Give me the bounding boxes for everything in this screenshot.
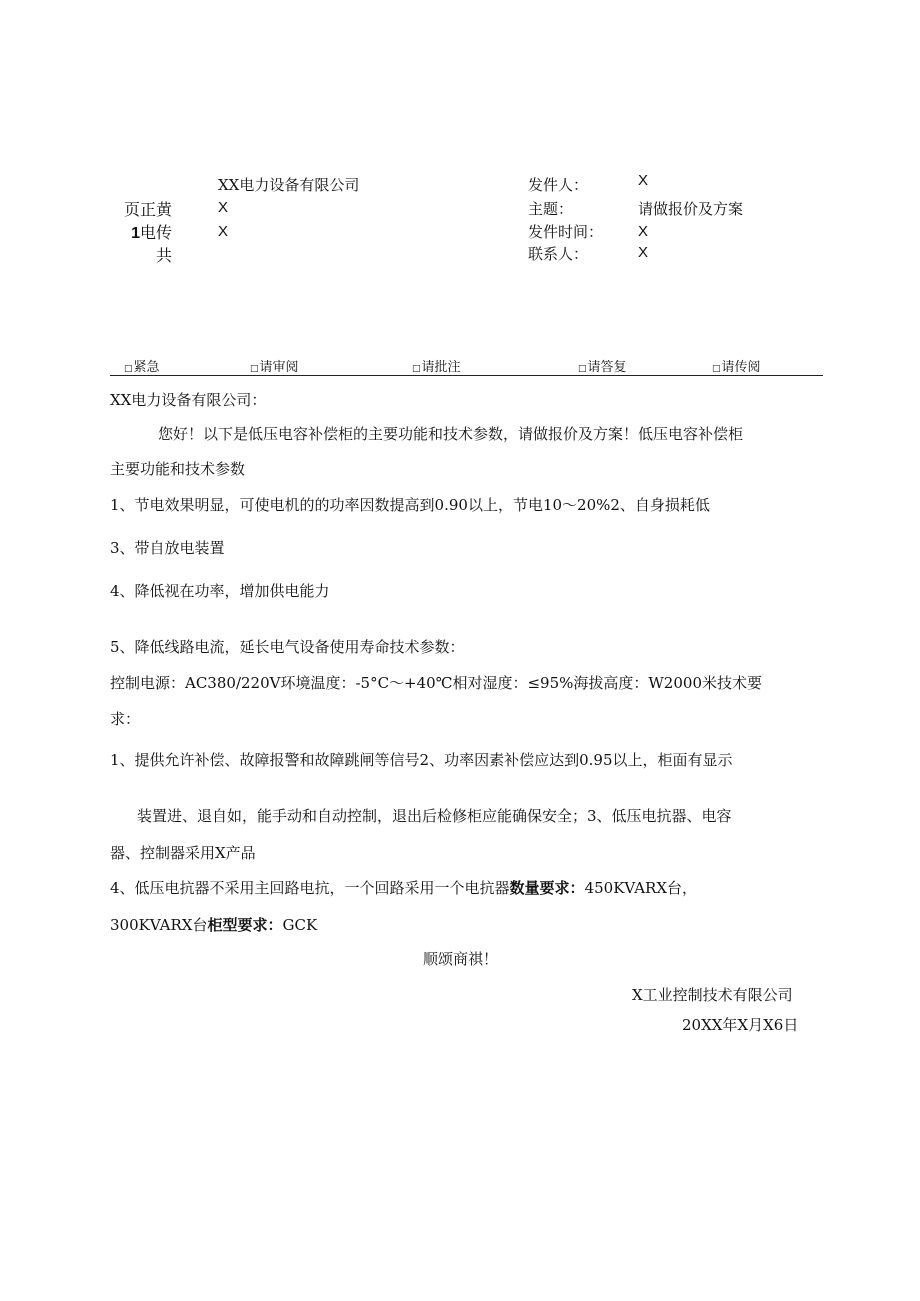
intro-line-2: 主要功能和技术参数 (110, 460, 246, 478)
requirement-2: 装置进、退自如，能手动和自动控制，退出后检修柜应能确保安全；3、低压电抗器、电容 (137, 807, 732, 825)
field-time-value: X (638, 223, 649, 240)
salutation: XX电力设备有限公司： (110, 391, 267, 409)
side-label-2: 电传 (139, 223, 172, 242)
option-review[interactable]: □请审阅 (250, 360, 299, 375)
item-4: 4、降低视在功率，增加供电能力 (110, 582, 330, 600)
field-subject-label: 主题： (528, 200, 574, 218)
option-reply[interactable]: □请答复 (578, 360, 627, 375)
side-label-2-row (92, 220, 172, 243)
item-5: 5、降低线路电流，延长电气设备使用寿命技术参数： (110, 638, 465, 656)
checkbox-icon: □ (578, 364, 587, 374)
item-1: 1、节电效果明显，可使电机的的功率因数提高到0.90以上，节电10～20%2、自身损耗低 (110, 496, 710, 514)
left-value-1: X (218, 199, 229, 216)
checkbox-icon: □ (250, 364, 259, 374)
divider (110, 375, 823, 376)
checkbox-icon: □ (412, 364, 421, 374)
requirement-5: 300KVARX台柜型要求：GCK (110, 916, 318, 934)
closing: 顺颂商祺！ (423, 950, 499, 968)
option-comment[interactable]: □请批注 (412, 360, 461, 375)
signature: X工业控制技术有限公司 (632, 986, 793, 1004)
checkbox-icon: □ (712, 364, 721, 374)
field-sender-label: 发件人： (528, 176, 589, 194)
params-line-1: 控制电源：AC380/220V环境温度：-5°C～+40℃相对湿度：≤95%海拔高度：W2000米技术要 (110, 674, 762, 692)
requirement-4: 4、低压电抗器不采用主回路电抗，一个回路采用一个电抗器数量要求：450KVARX台， (110, 879, 698, 897)
requirement-1: 1、提供允许补偿、故障报警和故障跳闸等信号2、功率因素补偿应达到0.95以上，柜面有显示 (110, 751, 733, 769)
date: 20XX年X月X6日 (682, 1016, 799, 1034)
field-contact-label: 联系人： (528, 245, 589, 263)
quantity-label: 数量要求： (509, 879, 585, 897)
left-value-2: X (218, 223, 229, 240)
field-contact-value: X (638, 244, 649, 261)
option-urgent[interactable]: □紧急 (124, 360, 160, 375)
item-3: 3、带自放电装置 (110, 539, 225, 557)
params-line-2: 求： (110, 710, 141, 728)
cabinet-type-label: 柜型要求： (207, 916, 283, 934)
header-company: XX电力设备有限公司 (218, 176, 360, 194)
field-sender-value: X (638, 172, 649, 189)
field-subject-value: 请做报价及方案 (638, 200, 744, 218)
field-time-label: 发件时间： (528, 223, 604, 241)
side-label-1: 页正黄 (123, 200, 172, 219)
requirement-3: 器、控制器采用X产品 (110, 844, 256, 862)
option-circulate[interactable]: □请传阅 (712, 360, 761, 375)
checkbox-icon: □ (124, 364, 133, 374)
side-number: 1 (131, 225, 140, 242)
intro-line-1: 您好！以下是低压电容补偿柜的主要功能和技术参数，请做报价及方案！低压电容补偿柜 (158, 425, 744, 443)
side-label-3: 共 (155, 246, 172, 265)
